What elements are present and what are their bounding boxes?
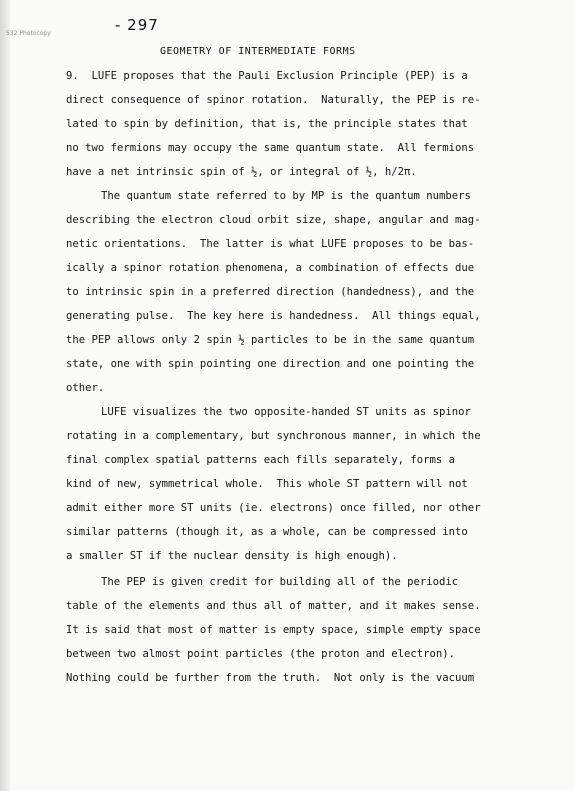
text-line: LUFE visualizes the two opposite-handed ST units as spinor: [101, 406, 471, 418]
margin-note: 532 Photocopy: [6, 30, 51, 37]
text-line: a smaller ST if the nuclear density is high enough).: [66, 550, 398, 562]
text-line: admit either more ST units (ie. electrons) once filled, nor other: [66, 502, 481, 514]
text-line: netic orientations. The latter is what LUFE proposes to be bas-: [66, 238, 475, 250]
text-line: the PEP allows only 2 spin ½ particles to be in the same quantum: [66, 334, 475, 346]
text-line: The PEP is given credit for building all of the periodic: [101, 576, 459, 588]
scan-edge: [0, 0, 10, 791]
text-line: table of the elements and thus all of matter, and it makes sense.: [66, 600, 481, 612]
text-line: ically a spinor rotation phenomena, a combination of effects due: [66, 262, 475, 274]
text-line: direct consequence of spinor rotation. Naturally, the PEP is re-: [66, 94, 481, 106]
text-line: state, one with spin pointing one direction and one pointing the: [66, 358, 475, 370]
text-line: kind of new, symmetrical whole. This whole ST pattern will not: [66, 478, 468, 490]
text-line: The quantum state referred to by MP is the quantum numbers: [101, 190, 471, 202]
text-line: no two fermions may occupy the same quantum state. All fermions: [66, 142, 475, 154]
text-line: have a net intrinsic spin of ½, or integral of ½, h/2π.: [66, 166, 417, 178]
text-line: rotating in a complementary, but synchronous manner, in which the: [66, 430, 481, 442]
text-line: to intrinsic spin in a preferred direction (handedness), and the: [66, 286, 475, 298]
text-line: describing the electron cloud orbit size, shape, angular and mag-: [66, 214, 481, 226]
page-title: GEOMETRY OF INTERMEDIATE FORMS: [160, 46, 356, 57]
text-line: between two almost point particles (the proton and electron).: [66, 648, 456, 660]
text-line: other.: [66, 382, 105, 394]
text-line: similar patterns (though it, as a whole, can be compressed into: [66, 526, 468, 538]
text-line: Nothing could be further from the truth. Not only is the vacuum: [66, 672, 475, 684]
text-line: lated to spin by definition, that is, the principle states that: [66, 118, 468, 130]
text-line: It is said that most of matter is empty space, simple empty space: [66, 624, 481, 636]
text-line: 9. LUFE proposes that the Pauli Exclusion Principle (PEP) is a: [66, 70, 468, 82]
text-line: final complex spatial patterns each fills separately, forms a: [66, 454, 456, 466]
text-line: generating pulse. The key here is handedness. All things equal,: [66, 310, 481, 322]
page-number: - 297: [115, 16, 159, 34]
